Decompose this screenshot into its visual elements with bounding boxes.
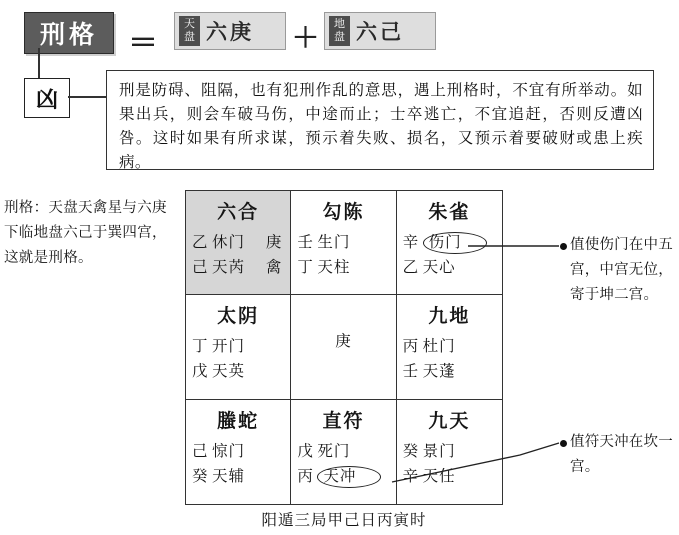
palace-cell (186, 295, 291, 399)
palace-stem: 癸 (192, 467, 209, 485)
palace-stem: 乙 (192, 234, 209, 251)
left-annotation-text: 刑格：天盘天禽星与六庚下临地盘六己于巽四宫，这就是刑格。 (4, 200, 167, 266)
palace-row (297, 439, 389, 464)
palace-name: 天蓬 (422, 363, 456, 381)
palace-stem: 壬 (402, 363, 420, 381)
explanation-box (106, 70, 654, 170)
palace-row (192, 230, 284, 255)
palace-name: 天英 (212, 363, 246, 381)
palace-name: 生门 (317, 234, 351, 251)
palace-stem: 乙 (402, 259, 420, 276)
palace-cell (291, 400, 396, 504)
palace-stem: 己 (192, 259, 209, 276)
palace-row (192, 439, 284, 464)
status-badge (24, 78, 70, 118)
note2-bullet (560, 440, 567, 447)
palace-cell (291, 295, 396, 399)
palace-stem: 丙 (402, 338, 420, 356)
palace-row (192, 255, 284, 280)
palace-row (403, 464, 496, 489)
palace-stem: 己 (192, 442, 209, 460)
earth-plate-value: 六己 (356, 20, 404, 44)
palace-stem: 丁 (297, 259, 314, 276)
palace-deity-label: 勾陈 (322, 202, 365, 223)
right-annotation-2-text: 值符天冲在坎一宫。 (570, 434, 673, 475)
palace-row (192, 334, 284, 359)
heaven-plate-value: 六庚 (206, 20, 254, 44)
formula-row (24, 8, 444, 62)
palace-stem: 戊 (192, 363, 209, 381)
palace-name: 死门 (317, 442, 351, 460)
palace-name: 景门 (422, 442, 456, 460)
palace-row (192, 359, 284, 384)
palace-deity-label: 螣蛇 (217, 410, 260, 432)
palace-name: 天任 (422, 467, 456, 485)
palace-name: 休门 (212, 234, 246, 251)
equals-sign: ＝ (128, 27, 156, 60)
palace-right-stem: 禽 (265, 259, 283, 276)
palace-name: 杜门 (422, 338, 456, 356)
earth-plate-tag: 地盘 (329, 16, 350, 46)
palace-stem: 丙 (297, 467, 314, 485)
palace-deity-label: 九地 (428, 306, 471, 328)
nine-palace-grid (185, 190, 503, 505)
palace-row (403, 334, 496, 359)
chart-caption: 阳遁三局甲己日丙寅时 (261, 512, 427, 529)
left-annotation (4, 196, 180, 271)
palace-deity-label: 直符 (322, 410, 365, 432)
palace-right-stem: 庚 (265, 234, 283, 251)
palace-deity-label: 九天 (428, 410, 471, 432)
badge-connector-line (68, 96, 106, 98)
palace-deity-label: 六合 (217, 202, 260, 223)
palace-cell (291, 191, 396, 295)
plus-sign: ＋ (292, 23, 319, 53)
palace-row (403, 439, 496, 464)
palace-stem: 辛 (402, 234, 420, 251)
palace-stem: 癸 (402, 442, 420, 460)
palace-row (403, 255, 496, 280)
palace-cell (397, 400, 502, 504)
palace-name: 天柱 (317, 259, 351, 276)
right-annotation-2 (570, 430, 676, 480)
note1-bullet (560, 243, 567, 250)
palace-cell (186, 400, 291, 504)
palace-name: 天辅 (212, 467, 246, 485)
pattern-title: 刑格 (39, 22, 98, 49)
palace-row (192, 464, 284, 489)
palace-row (297, 230, 389, 255)
explanation-text: 刑是防碍、阻隔，也有犯刑作乱的意思，遇上刑格时，不宜有所举动。如果出兵，则会车破马伤，中途而止；士卒逃亡，不宜追赶，否则反遭凶咎。这时如果有所求谋，预示着失败、损名，又预示着要破财或患上疾病。 (119, 82, 643, 171)
palace-row (297, 255, 389, 280)
earth-plate-chip (324, 12, 436, 50)
palace-cell (397, 191, 502, 295)
palace-cell (397, 295, 502, 399)
palace-name: 开门 (212, 338, 246, 356)
palace-row (403, 359, 496, 384)
palace-stem: 辛 (402, 467, 420, 485)
palace-deity-label: 太阴 (217, 306, 260, 328)
status-badge-label: 凶 (35, 86, 58, 112)
palace-name: 惊门 (212, 442, 246, 460)
title-connector-line (38, 48, 40, 78)
palace-cell (186, 191, 291, 295)
palace-name: 天心 (422, 259, 456, 276)
palace-row (403, 230, 496, 255)
palace-highlighted-name: 天冲 (317, 466, 381, 488)
palace-stem: 戊 (297, 442, 314, 460)
right-annotation-1 (570, 233, 676, 308)
right-annotation-1-text: 值使伤门在中五宫，中宫无位，寄于坤二宫。 (570, 237, 673, 303)
heaven-plate-chip (174, 12, 286, 50)
palace-name: 天芮 (212, 259, 246, 276)
palace-highlighted-name: 伤门 (423, 232, 487, 254)
palace-stem: 丁 (192, 338, 209, 356)
heaven-plate-tag: 天盘 (179, 16, 200, 46)
palace-center-stem: 庚 (335, 333, 352, 351)
palace-stem: 壬 (297, 234, 314, 251)
palace-row (297, 464, 389, 489)
palace-deity-label: 朱雀 (428, 202, 471, 223)
